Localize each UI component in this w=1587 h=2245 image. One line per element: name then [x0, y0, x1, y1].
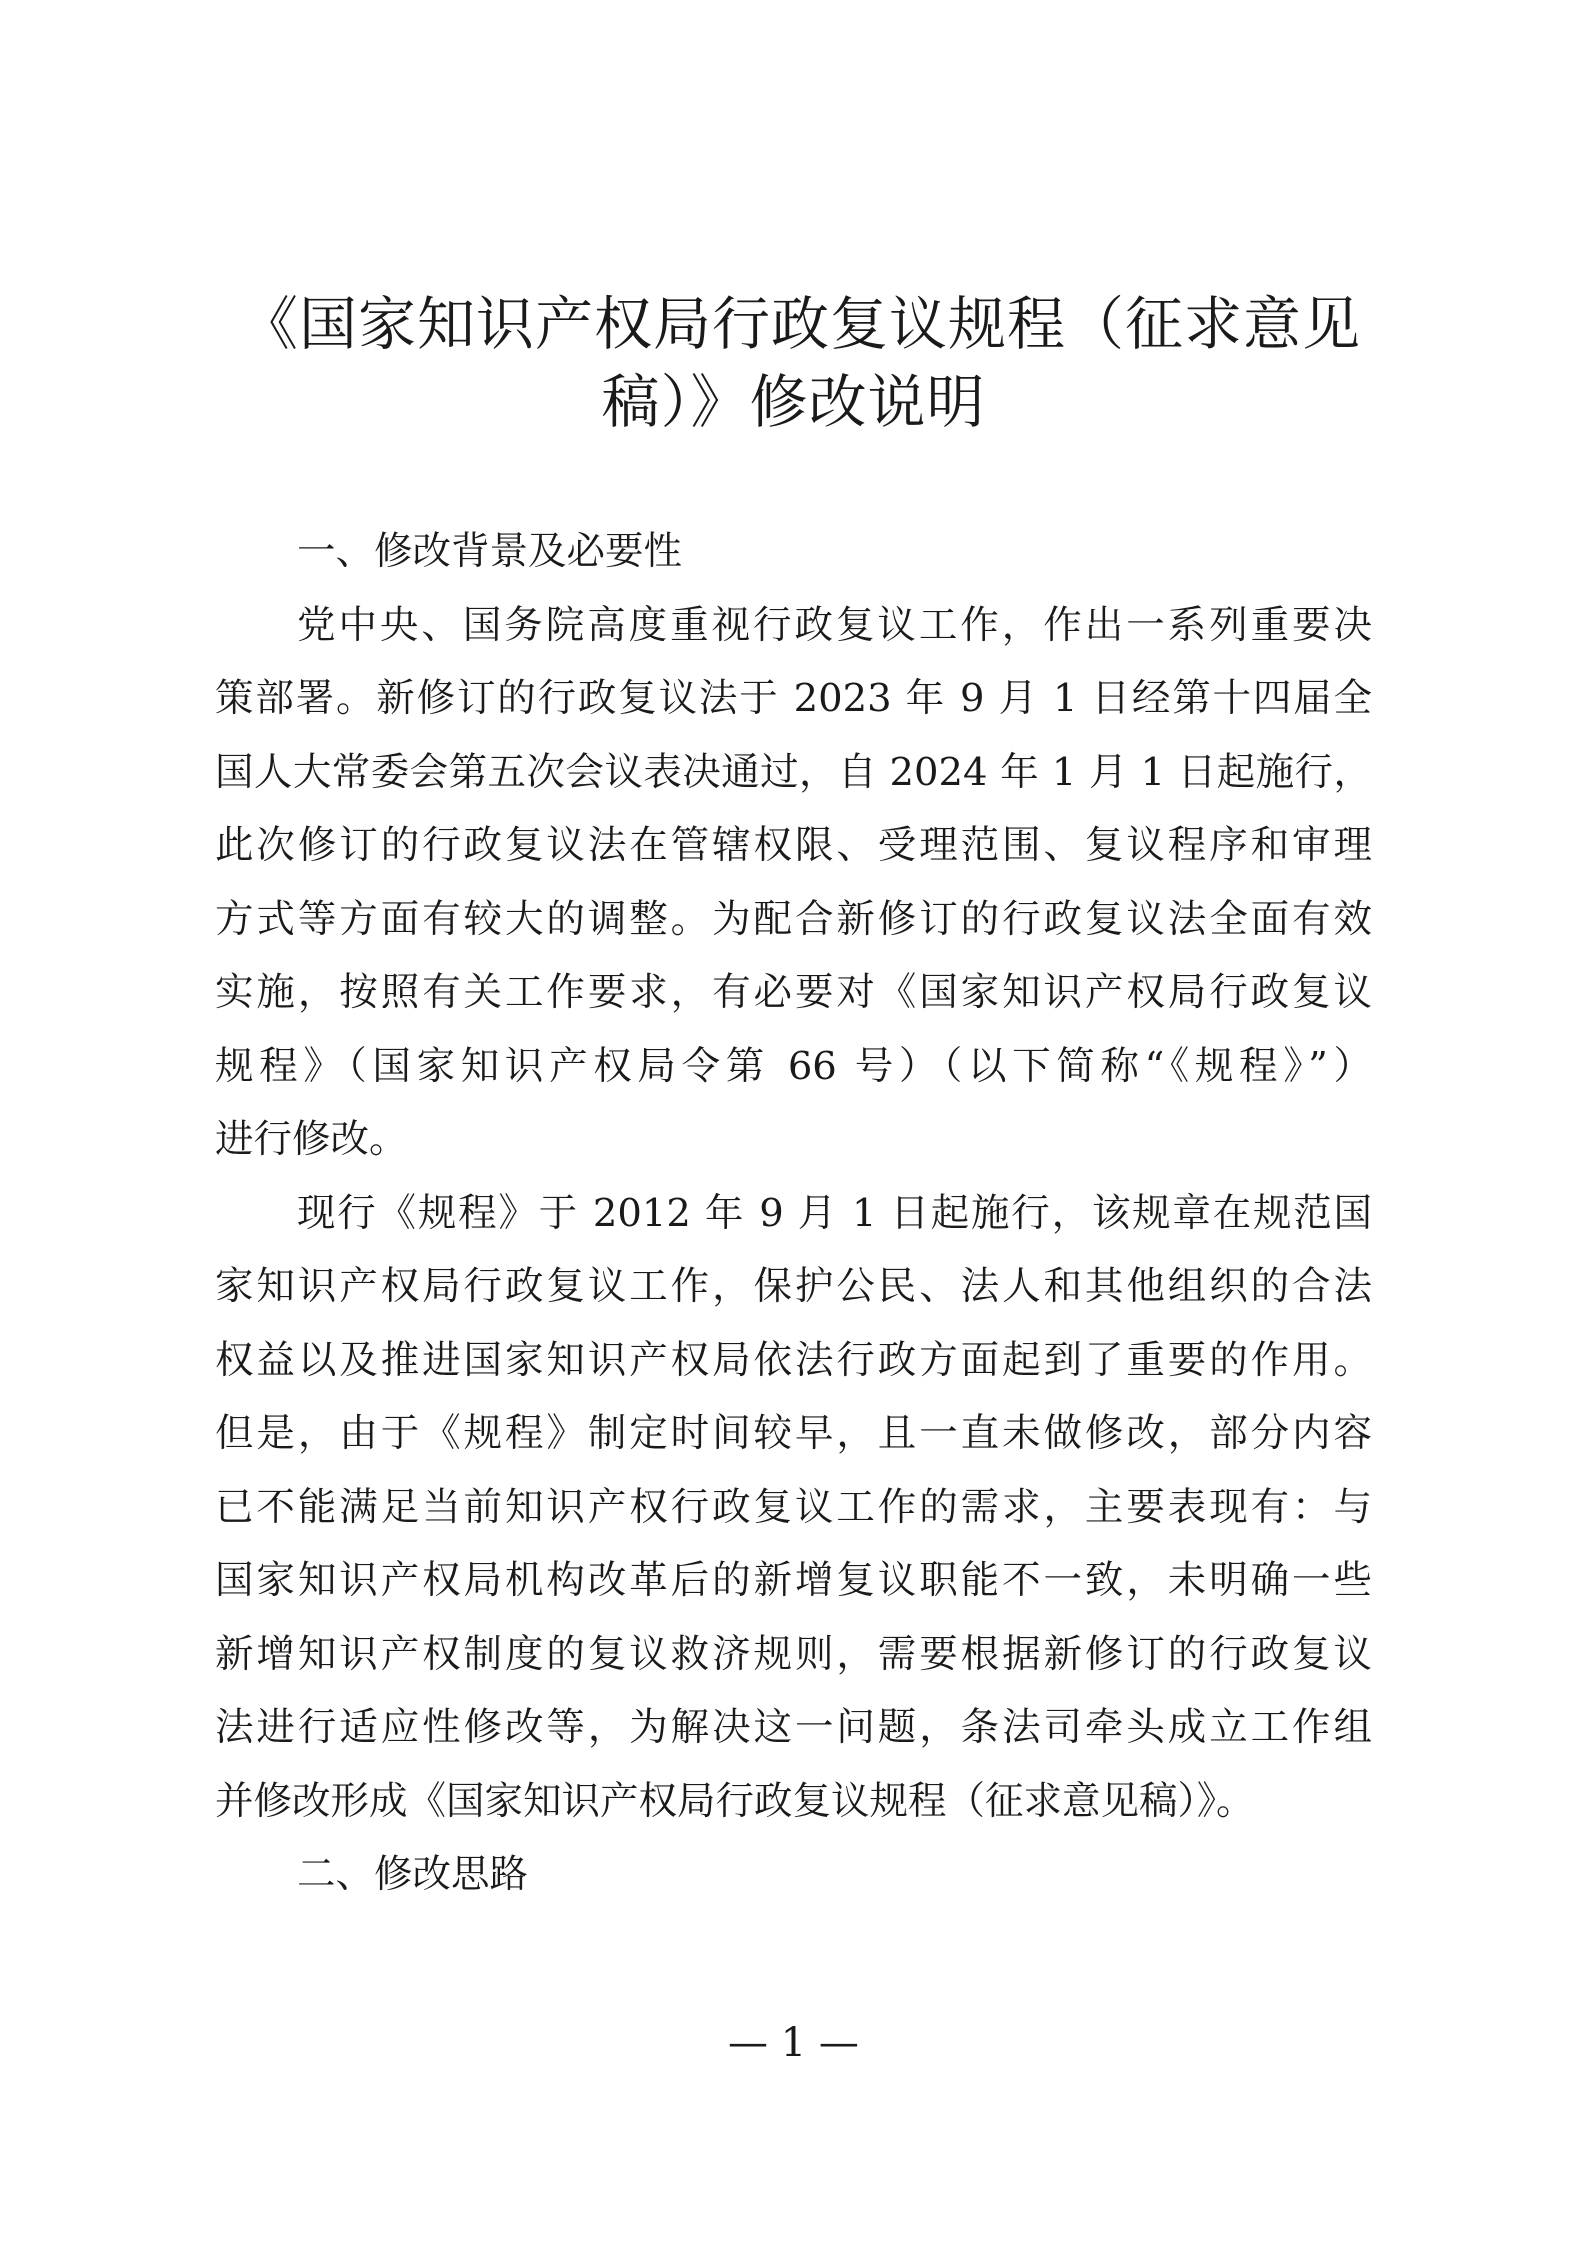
- paragraph-background: [215, 589, 1372, 1177]
- paragraph-line: 策部署。新修订的行政复议法于 2023 年 9 月 1 日经第十四届全: [215, 676, 1372, 721]
- section-heading-approach: 二、修改思路: [297, 1852, 529, 1897]
- paragraph-current-rules: [215, 1177, 1372, 1839]
- title-line-2: 稿）》修改说明: [601, 368, 986, 436]
- paragraph-line: 家知识产权局行政复议工作，保护公民、法人和其他组织的合法: [215, 1264, 1372, 1309]
- paragraph-line: 国人大常委会第五次会议表决通过，自 2024 年 1 月 1 日起施行，: [215, 749, 1372, 795]
- paragraph-line: 并修改形成《国家知识产权局行政复议规程（征求意见稿）》。: [215, 1778, 1255, 1824]
- paragraph-line: 国家知识产权局机构改革后的新增复议职能不一致，未明确一些: [215, 1558, 1372, 1603]
- paragraph-line: 法进行适应性修改等，为解决这一问题，条法司牵头成立工作组: [215, 1705, 1372, 1750]
- paragraph-line: 新增知识产权制度的复议救济规则，需要根据新修订的行政复议: [215, 1631, 1372, 1677]
- document-body: [215, 515, 1372, 1912]
- paragraph-line: 规程》（国家知识产权局令第 66 号）（以下简称“《规程》”）: [215, 1043, 1372, 1089]
- title-line-1: 《国家知识产权局行政复议规程（征求意见: [240, 290, 1362, 358]
- paragraph-line: 此次修订的行政复议法在管辖权限、受理范围、复议程序和审理: [215, 823, 1372, 868]
- document-title: [240, 285, 1362, 441]
- paragraph-line: 方式等方面有较大的调整。为配合新修订的行政复议法全面有效: [215, 896, 1372, 942]
- paragraph-line: 但是，由于《规程》制定时间较早，且一直未做修改，部分内容: [215, 1411, 1372, 1456]
- section-heading-background: 一、修改背景及必要性: [297, 529, 683, 574]
- paragraph-line: 现行《规程》于 2012 年 9 月 1 日起施行，该规章在规范国: [297, 1190, 1372, 1236]
- paragraph-line: 已不能满足当前知识产权行政复议工作的需求，主要表现有：与: [215, 1484, 1372, 1530]
- page-number: — 1 —: [728, 2020, 859, 2066]
- paragraph-line: 权益以及推进国家知识产权局依法行政方面起到了重要的作用。: [215, 1337, 1372, 1383]
- paragraph-line: 党中央、国务院高度重视行政复议工作，作出一系列重要决: [297, 602, 1372, 648]
- paragraph-line: 进行修改。: [215, 1117, 408, 1162]
- paragraph-line: 实施，按照有关工作要求，有必要对《国家知识产权局行政复议: [215, 970, 1372, 1015]
